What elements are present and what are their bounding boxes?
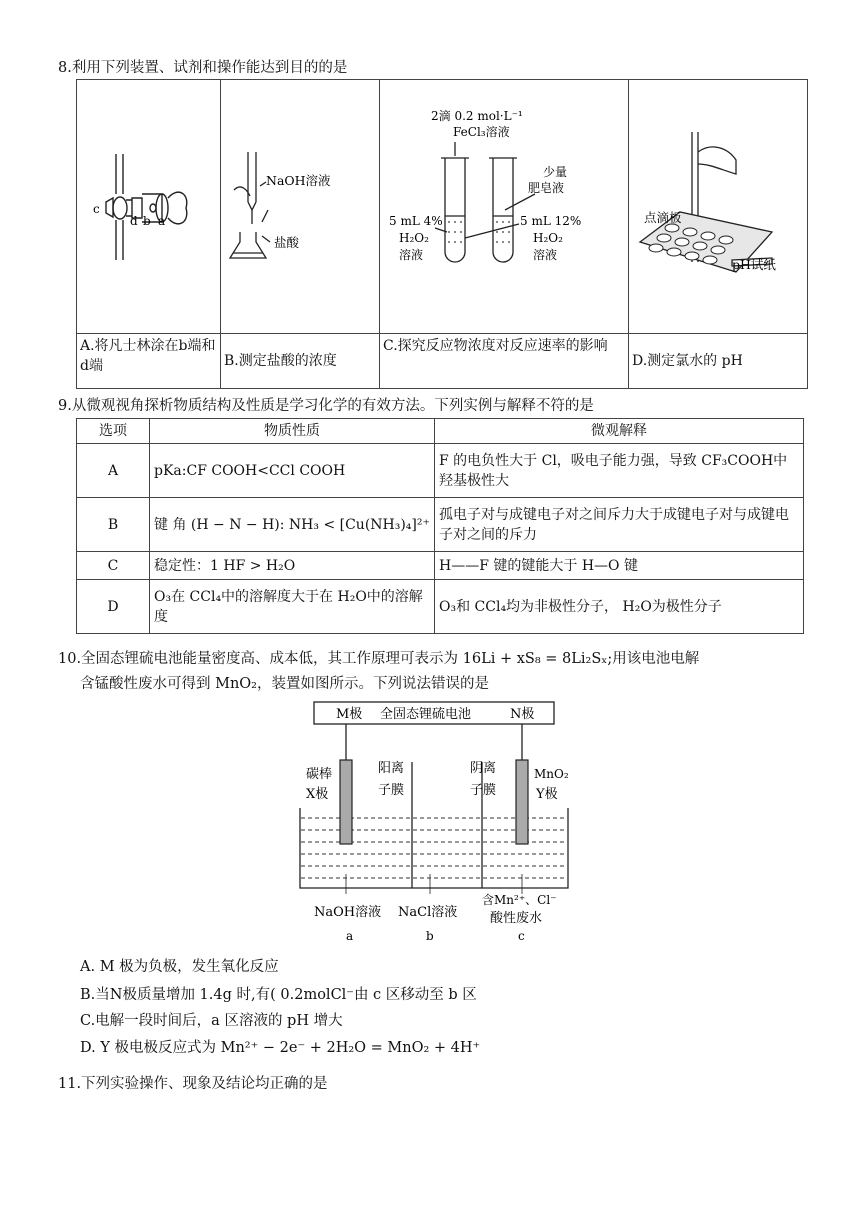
fig-c-label-7: 5 mL 12%	[520, 214, 582, 228]
svg-text:a: a	[158, 214, 166, 228]
q8-table	[76, 79, 808, 389]
q8-option-d: D.测定氯水的 pH	[629, 334, 808, 389]
svg-text:b: b	[143, 214, 151, 228]
q8-option-a: A.将凡士林涂在b端和 d端	[77, 334, 221, 389]
left-electrode-label-1: X极	[306, 787, 329, 802]
row-property: 键 角 (H − N − H): NH₃ < [Cu(NH₃)₄]²⁺	[150, 498, 435, 552]
liquid-dots	[448, 221, 510, 243]
q10-option-a: A. M 极为负极，发生氧化反应	[80, 959, 279, 975]
row-explanation: O₃和 CCl₄均为非极性分子， H₂O为极性分子	[435, 580, 804, 634]
left-electrode-label-0: 碳棒	[306, 767, 333, 782]
header-explanation: 微观解释	[435, 419, 804, 444]
table-header-row	[77, 419, 804, 444]
fig-b-label-hcl: 盐酸	[274, 235, 300, 250]
table-row	[77, 498, 804, 552]
table-row	[77, 580, 804, 634]
region-c-label: c	[518, 929, 525, 943]
row-property: pKa:CF COOH<CCl COOH	[150, 444, 435, 498]
titration-drawing	[224, 82, 376, 327]
row-property: 稳定性：1 HF > H₂O	[150, 552, 435, 580]
mno2-electrode	[516, 760, 528, 844]
anion-membrane-label-1: 子膜	[470, 783, 497, 798]
cation-membrane-label-1: 子膜	[378, 783, 405, 798]
battery-label: 全固态锂硫电池	[380, 707, 472, 722]
q8-figure-d	[629, 80, 808, 334]
right-electrode-label-1: Y极	[536, 787, 558, 802]
svg-text:d: d	[130, 214, 138, 228]
electrolysis-diagram	[290, 698, 580, 948]
row-option: D	[77, 580, 150, 634]
region-a-label: a	[346, 929, 354, 943]
table-row	[77, 444, 804, 498]
fig-c-label-6: 溶液	[399, 248, 424, 262]
row-explanation: H——F 键的键能大于 H—O 键	[435, 552, 804, 580]
row-option: B	[77, 498, 150, 552]
q8-figure-b	[221, 80, 380, 334]
fig-b-label-naoh: NaOH溶液	[266, 173, 331, 188]
q8-figure-c	[380, 80, 629, 334]
row-explanation: 孤电子对与成键电子对之间斥力大于成键电子对与成键电子对之间的斥力	[435, 498, 804, 552]
q10-option-d: D. Y 极电极反应式为 Mn²⁺ − 2e⁻ + 2H₂O = MnO₂ + 4H⁺	[80, 1040, 481, 1056]
row-property: O₃在 CCl₄中的溶解度大于在 H₂O中的溶解度	[150, 580, 435, 634]
row-option: A	[77, 444, 150, 498]
q9-table	[76, 418, 804, 634]
n-pole-label: N极	[510, 707, 535, 722]
q8-stem: 8.利用下列装置、试剂和操作能达到目的的是	[58, 60, 348, 76]
solution-a-label: NaOH溶液	[314, 905, 382, 920]
separatory-funnel-stopcock-drawing	[80, 82, 217, 327]
fig-c-label-3: 肥皂液	[528, 181, 565, 195]
fig-c-label-4: 5 mL 4%	[389, 214, 443, 228]
m-pole-label: M极	[336, 707, 363, 722]
region-b-label: b	[426, 929, 434, 943]
test-tubes-drawing	[383, 82, 625, 327]
right-electrode-label-0: MnO₂	[534, 767, 569, 781]
q8-option-c: C.探究反应物浓度对反应速率的影响	[380, 334, 629, 389]
fig-c-label-9: 溶液	[533, 248, 558, 262]
fig-c-label-5: H₂O₂	[399, 231, 429, 245]
cation-membrane-label-0: 阳离	[378, 761, 405, 776]
q8-option-b: B.测定盐酸的浓度	[221, 334, 380, 389]
q8-figure-a	[77, 80, 221, 334]
fig-d-label-ph-paper: pH试纸	[732, 257, 776, 272]
anion-membrane-label-0: 阴离	[470, 761, 497, 776]
solution-c-label-1: 酸性废水	[490, 911, 543, 926]
row-option: C	[77, 552, 150, 580]
spot-plate-drawing	[632, 82, 804, 327]
row-explanation: F 的电负性大于 Cl，吸电子能力强，导致 CF₃COOH中羟基极性大	[435, 444, 804, 498]
solution-c-label-0: 含Mn²⁺、Cl⁻	[482, 893, 557, 907]
fig-c-label-1: FeCl₃溶液	[453, 125, 510, 139]
fig-c-label-8: H₂O₂	[533, 231, 563, 245]
solution-b-label: NaCl溶液	[398, 905, 458, 920]
q10-option-c: C.电解一段时间后，a 区溶液的 pH 增大	[80, 1013, 343, 1029]
q10-stem-line1: 10.全固态锂硫电池能量密度高、成本低，其工作原理可表示为 16Li + xS₈ = 8Li₂Sₓ;用该电池电解	[58, 651, 700, 667]
q10-option-b: B.当N极质量增加 1.4g 时,有( 0.2molCl⁻由 c 区移动至 b 区	[80, 987, 477, 1003]
fig-c-label-0: 2滴 0.2 mol·L⁻¹	[431, 109, 523, 123]
q11-stem: 11.下列实验操作、现象及结论均正确的是	[58, 1076, 328, 1092]
svg-text:c: c	[93, 202, 100, 216]
header-option: 选项	[77, 419, 150, 444]
carbon-rod	[340, 760, 352, 844]
fig-c-label-2: 少量	[543, 165, 568, 179]
header-property: 物质性质	[150, 419, 435, 444]
q10-stem-line2: 含锰酸性废水可得到 MnO₂，装置如图所示。下列说法错误的是	[80, 676, 489, 692]
fig-d-label-plate: 点滴板	[644, 210, 682, 225]
q9-stem: 9.从微观视角探析物质结构及性质是学习化学的有效方法。下列实例与解释不符的是	[58, 398, 594, 414]
table-row	[77, 552, 804, 580]
